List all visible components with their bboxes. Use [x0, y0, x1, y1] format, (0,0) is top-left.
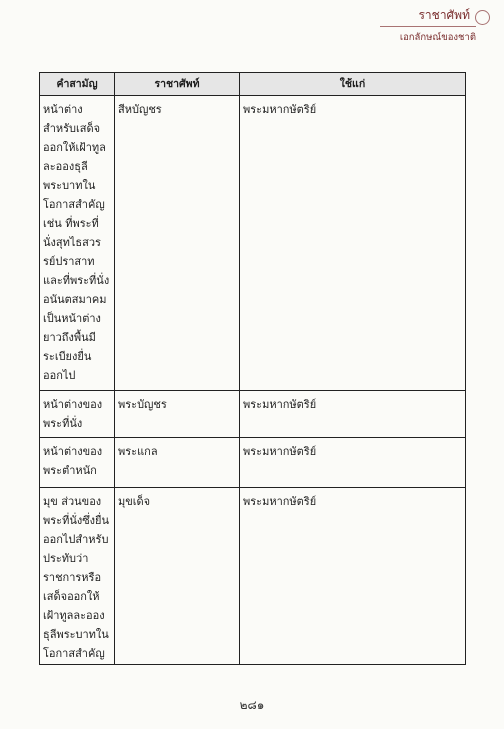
column-header-royal: ราชาศัพท์: [115, 73, 240, 96]
common-word: หน้าต่างของพระตำหนัก: [43, 445, 103, 477]
royal-word: มุขเด็จ: [118, 495, 151, 508]
cell-used-for: [240, 96, 466, 391]
cell-common: [40, 438, 115, 488]
page-number: ๒๘๑: [239, 698, 265, 712]
used-for: พระมหากษัตริย์: [243, 495, 317, 508]
cell-royal: [115, 391, 240, 438]
column-header-used-for: ใช้แก่: [240, 73, 466, 96]
table-row: [40, 391, 466, 438]
table-row: [40, 488, 466, 665]
used-for: พระมหากษัตริย์: [243, 103, 317, 116]
table-row: [40, 438, 466, 488]
page-header: [380, 4, 490, 44]
cell-used-for: [240, 391, 466, 438]
lotus-ornament-icon: [475, 10, 490, 25]
header-rule: [380, 26, 476, 27]
column-header-common: คำสามัญ: [40, 73, 115, 96]
cell-royal: [115, 96, 240, 391]
table-row: [40, 96, 466, 391]
cell-royal: [115, 488, 240, 665]
header-subtitle: เอกลักษณ์ของชาติ: [399, 32, 476, 43]
cell-used-for: [240, 488, 466, 665]
common-word: หน้าต่างสำหรับเสด็จออกให้เฝ้าทูลละอองธุลีพระบาทในโอกาสสำคัญ เช่น ที่พระที่นั่งสุทไธสวรรย์ปราสาท และที่พระที่นั่งอนันตสมาคมเป็นหน้าต่างยาวถึงพื้นมีระเบียงยื่นออกไป: [43, 103, 110, 382]
cell-common: [40, 96, 115, 391]
cell-used-for: [240, 438, 466, 488]
common-word: มุข ส่วนของพระที่นั่งซึ่งยื่นออกไปสำหรับประทับว่าราชการหรือเสด็จออกให้เฝ้าทูลละอองธุลีพระบาทในโอกาสสำคัญ: [43, 495, 110, 660]
cell-common: [40, 391, 115, 438]
cell-common: [40, 488, 115, 665]
vocabulary-table: [39, 72, 466, 665]
common-word: หน้าต่างของพระที่นั่ง: [43, 398, 103, 430]
royal-word: พระแกล: [118, 445, 158, 458]
used-for: พระมหากษัตริย์: [243, 398, 317, 411]
used-for: พระมหากษัตริย์: [243, 445, 317, 458]
table-header-row: [40, 73, 466, 96]
cell-royal: [115, 438, 240, 488]
header-title: ราชาศัพท์: [418, 8, 470, 22]
royal-word: สีหบัญชร: [118, 103, 162, 116]
royal-word: พระบัญชร: [118, 398, 167, 411]
